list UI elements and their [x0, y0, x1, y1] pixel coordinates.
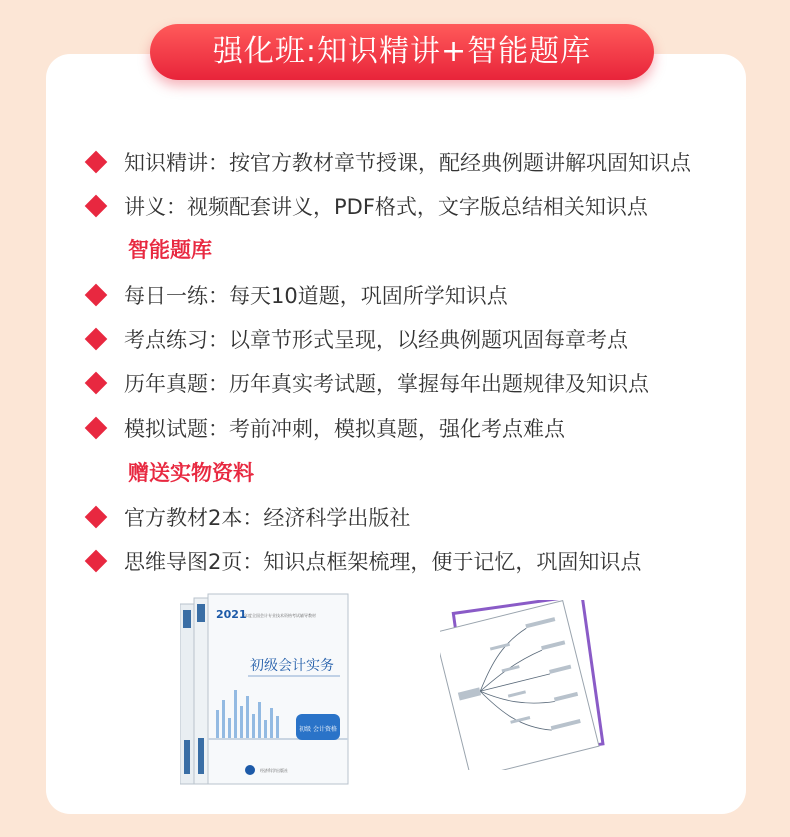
- diamond-bullet-icon: [85, 372, 108, 395]
- book-edition-badge: 初级 会计资格: [299, 726, 337, 733]
- diamond-bullet-icon: [85, 151, 108, 174]
- list-item: [84, 546, 641, 576]
- diamond-bullet-icon: [85, 506, 108, 529]
- diamond-bullet-icon: [85, 417, 108, 440]
- textbook-image: [180, 590, 350, 788]
- page-title: 强化班:知识精讲+智能题库: [150, 24, 654, 80]
- diamond-bullet-icon: [85, 284, 108, 307]
- diamond-bullet-icon: [85, 195, 108, 218]
- book-year: 2021: [216, 608, 247, 621]
- list-item: [84, 368, 649, 398]
- list-item: [84, 502, 410, 532]
- list-item-text: 官方教材2本：经济科学出版社: [124, 506, 411, 530]
- list-item-text: 每日一练：每天10道题，巩固所学知识点: [124, 284, 508, 308]
- list-item-text: 考点练习：以章节形式呈现，以经典例题巩固每章考点: [124, 328, 628, 352]
- diamond-bullet-icon: [85, 328, 108, 351]
- list-item: [84, 413, 565, 443]
- publisher-logo-icon: [245, 765, 255, 775]
- list-item: [84, 191, 648, 221]
- list-item: [84, 147, 691, 177]
- list-item-text: 知识精讲：按官方教材章节授课，配经典例题讲解巩固知识点: [124, 151, 691, 175]
- list-item-text: 历年真题：历年真实考试题，掌握每年出题规律及知识点: [124, 372, 649, 396]
- diamond-bullet-icon: [85, 550, 108, 573]
- list-item-text: 思维导图2页：知识点框架梳理，便于记忆，巩固知识点: [124, 550, 642, 574]
- mindmap-image: [440, 600, 612, 770]
- book-publisher: 经济科学出版社: [260, 768, 288, 773]
- section-heading-bank: 智能题库: [128, 238, 212, 262]
- book-series: 年度全国会计专业技术资格考试辅导教材: [244, 613, 316, 618]
- list-item: [84, 280, 508, 310]
- section-heading-gift: 赠送实物资料: [128, 461, 254, 485]
- list-item: [84, 324, 628, 354]
- list-item-text: 讲义：视频配套讲义，PDF格式，文字版总结相关知识点: [124, 195, 648, 219]
- list-item-text: 模拟试题：考前冲刺，模拟真题，强化考点难点: [124, 417, 565, 441]
- book-title: 初级会计实务: [250, 658, 334, 674]
